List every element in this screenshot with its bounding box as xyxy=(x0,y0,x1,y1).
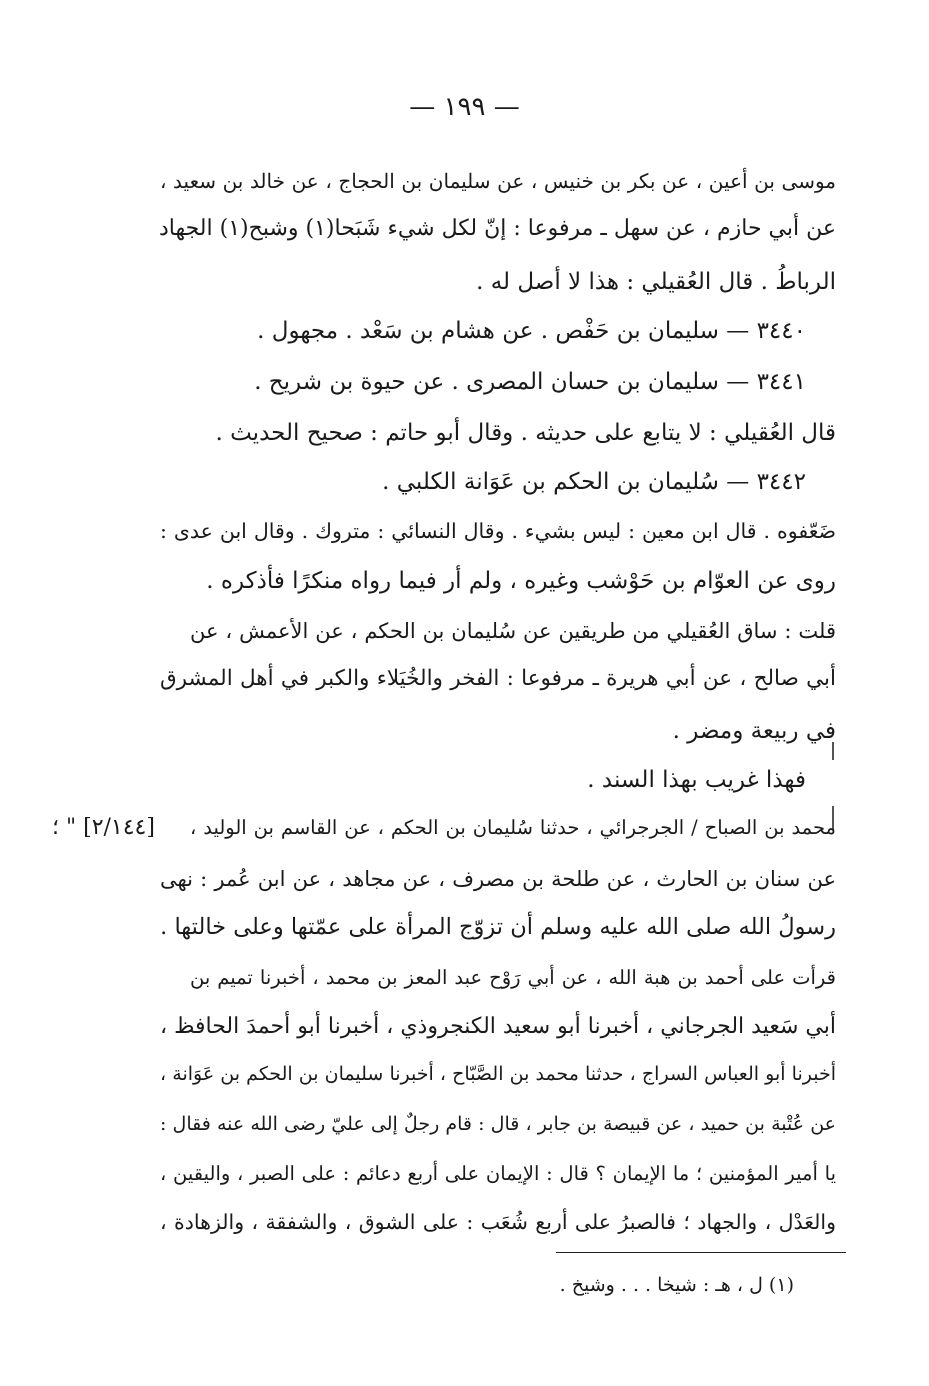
text-line: ضَعّفوه . قال ابن معين : ليس بشيء . وقال النسائي : متروك . وقال ابن عدى : xyxy=(160,519,836,543)
text-line: عن أبي حازم ، عن سهل ـ مرفوعا : إنّ لكل شيء شَبَحا(١) وشبح(١) الجهاد xyxy=(158,216,836,241)
text-line: قال العُقيلي : لا يتابع على حديثه . وقال أبو حاتم : صحيح الحديث . xyxy=(215,420,836,446)
text-line: عن سنان بن الحارث ، عن طلحة بن مصرف ، عن مجاهد ، عن ابن عُمر : نهى xyxy=(160,867,836,891)
text-line: في ربيعة ومضر . xyxy=(672,718,836,744)
text-line: عن عُتْبة بن حميد ، عن قبيصة بن جابر ، قال : قام رجلٌ إلى عليّ رضى الله عنه فقال : xyxy=(160,1113,836,1135)
entry-heading: ٣٤٤٢ — سُليمان بن الحكم بن عَوَانة الكلبي . xyxy=(382,469,806,495)
text-line: فهذا غريب بهذا السند . xyxy=(587,767,806,793)
main-text xyxy=(160,0,836,1250)
text-line: أبي صالح ، عن أبي هريرة ـ مرفوعا : الفخر والخُيَلاء والكبر في أهل المشرق xyxy=(160,666,836,691)
text-line: الرباطُ . قال العُقيلي : هذا لا أصل له . xyxy=(476,269,836,295)
margin-reference: [٢/١٤٤] " ؛ xyxy=(52,815,155,840)
footnote: (١) ل ، هـ : شيخا . . . وشيخ . xyxy=(559,1274,794,1296)
footnote-divider xyxy=(556,1252,846,1253)
text-line: رسولُ الله صلى الله عليه وسلم أن تزوّج المرأة على عمّتها وعلى خالتها . xyxy=(160,914,836,940)
text-line: روى عن العوّام بن حَوْشب وغيره ، ولم أر فيما رواه منكرًا فأذكره . xyxy=(206,568,836,594)
text-line: محمد بن الصباح / الجرجرائي ، حدثنا سُليمان بن الحكم ، عن القاسم بن الوليد ، xyxy=(190,816,836,839)
text-line: قرأت على أحمد بن هبة الله ، عن أبي رَوْح عبد المعز بن محمد ، أخبرنا تميم بن xyxy=(190,966,836,989)
entry-heading: ٣٤٤١ — سليمان بن حسان المصرى . عن حيوة بن شريح . xyxy=(254,369,806,395)
page-number: — ١٩٩ — xyxy=(409,92,520,122)
text-line: أبي سَعيد الجرجاني ، أخبرنا أبو سعيد الكنجروذي ، أخبرنا أبو أحمدَ الحافظ ، xyxy=(160,1014,836,1039)
entry-heading: ٣٤٤٠ — سليمان بن حَفْص . عن هشام بن سَعْد . مجهول . xyxy=(257,318,806,344)
text-line: قلت : ساق العُقيلي من طريقين عن سُليمان بن الحكم ، عن الأعمش ، عن xyxy=(190,619,836,643)
text-line: أخبرنا أبو العباس السراج ، حدثنا محمد بن الصَّبّاح ، أخبرنا سليمان بن الحكم بن عَوَانة ، xyxy=(160,1063,836,1085)
text-line: يا أمير المؤمنين ؛ ما الإيمان ؟ قال : الإيمان على أربع دعائم : على الصبر ، واليقين ، xyxy=(160,1162,836,1185)
text-line: موسى بن أعين ، عن بكر بن خنيس ، عن سليمان بن الحجاج ، عن خالد بن سعيد ، xyxy=(160,169,836,193)
text-line: والعَدْل ، والجهاد ؛ فالصبرُ على أربع شُعَب : على الشوق ، والشفقة ، والزهادة ، xyxy=(160,1210,836,1234)
